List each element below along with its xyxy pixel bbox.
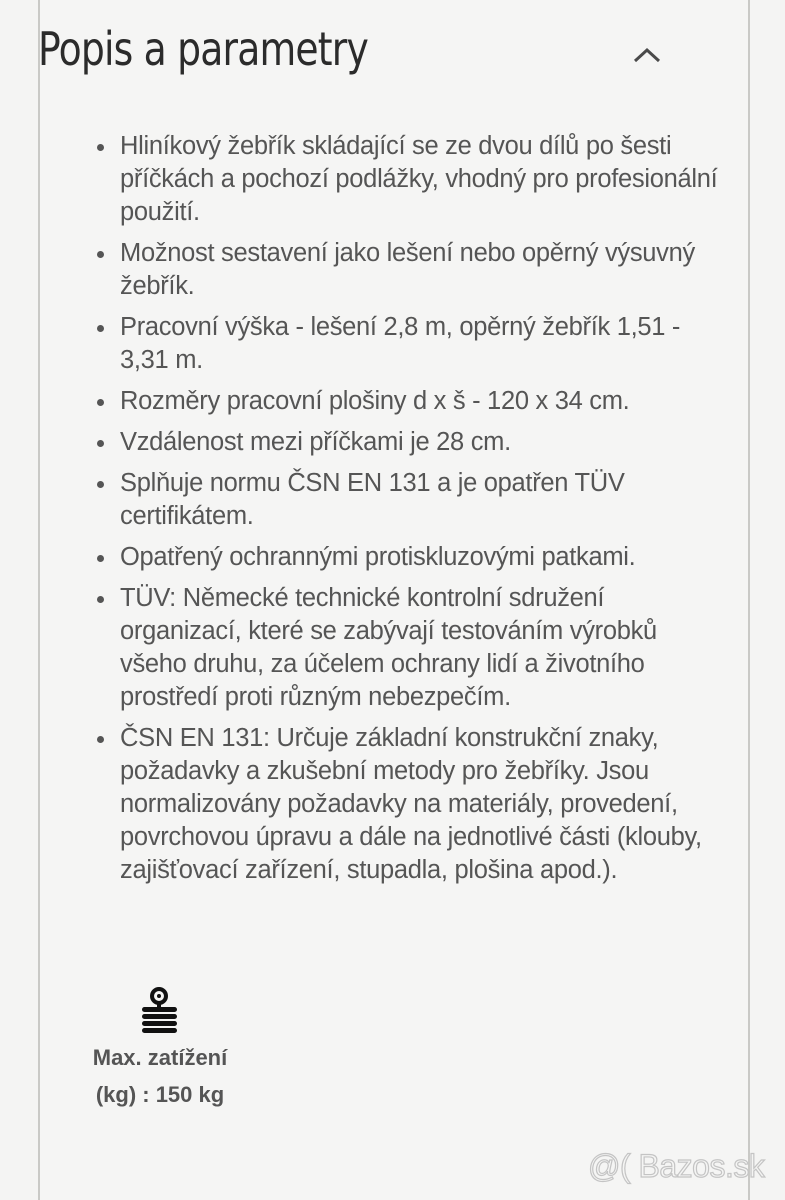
list-item: Možnost sestavení jako lešení nebo opěrný výsuvný žebřík. <box>80 237 720 303</box>
spec-value: (kg) : 150 kg <box>95 1082 225 1107</box>
list-item: Rozměry pracovní plošiny d x š - 120 x 34 cm. <box>80 385 720 418</box>
description-list <box>80 130 720 895</box>
spec-max-load <box>60 985 260 1113</box>
weight-icon <box>140 985 180 1033</box>
list-item: Splňuje normu ČSN EN 131 a je opatřen TÜV certifikátem. <box>80 467 720 533</box>
section-title: Popis a parametry <box>38 22 368 76</box>
spec-label: Max. zatížení <box>92 1045 228 1070</box>
watermark: @( Bazos.sk <box>588 1148 765 1184</box>
list-item: Vzdálenost mezi příčkami je 28 cm. <box>80 426 720 459</box>
list-item: TÜV: Německé technické kontrolní sdružení organizací, které se zabývají testováním výrobků všeho druhu, za účelem ochrany lidí a životního prostředí proti různým nebezpečím. <box>80 582 720 714</box>
collapse-button[interactable] <box>632 42 662 66</box>
list-item: Pracovní výška - lešení 2,8 m, opěrný žebřík 1,51 - 3,31 m. <box>80 311 720 377</box>
list-item: Opatřený ochrannými protiskluzovými patkami. <box>80 541 720 574</box>
list-item: ČSN EN 131: Určuje základní konstrukční znaky, požadavky a zkušební metody pro žebříky. Jsou normalizovány požadavky na materiály, provedení, povrchovou úpravu a dále na jednotlivé části (klouby, zajišťovací zařízení, stupadla, plošina apod.). <box>80 722 720 887</box>
list-item: Hliníkový žebřík skládající se ze dvou dílů po šesti příčkách a pochozí podlážky, vhodný pro profesionální použití. <box>80 130 720 229</box>
chevron-up-icon <box>632 42 662 66</box>
